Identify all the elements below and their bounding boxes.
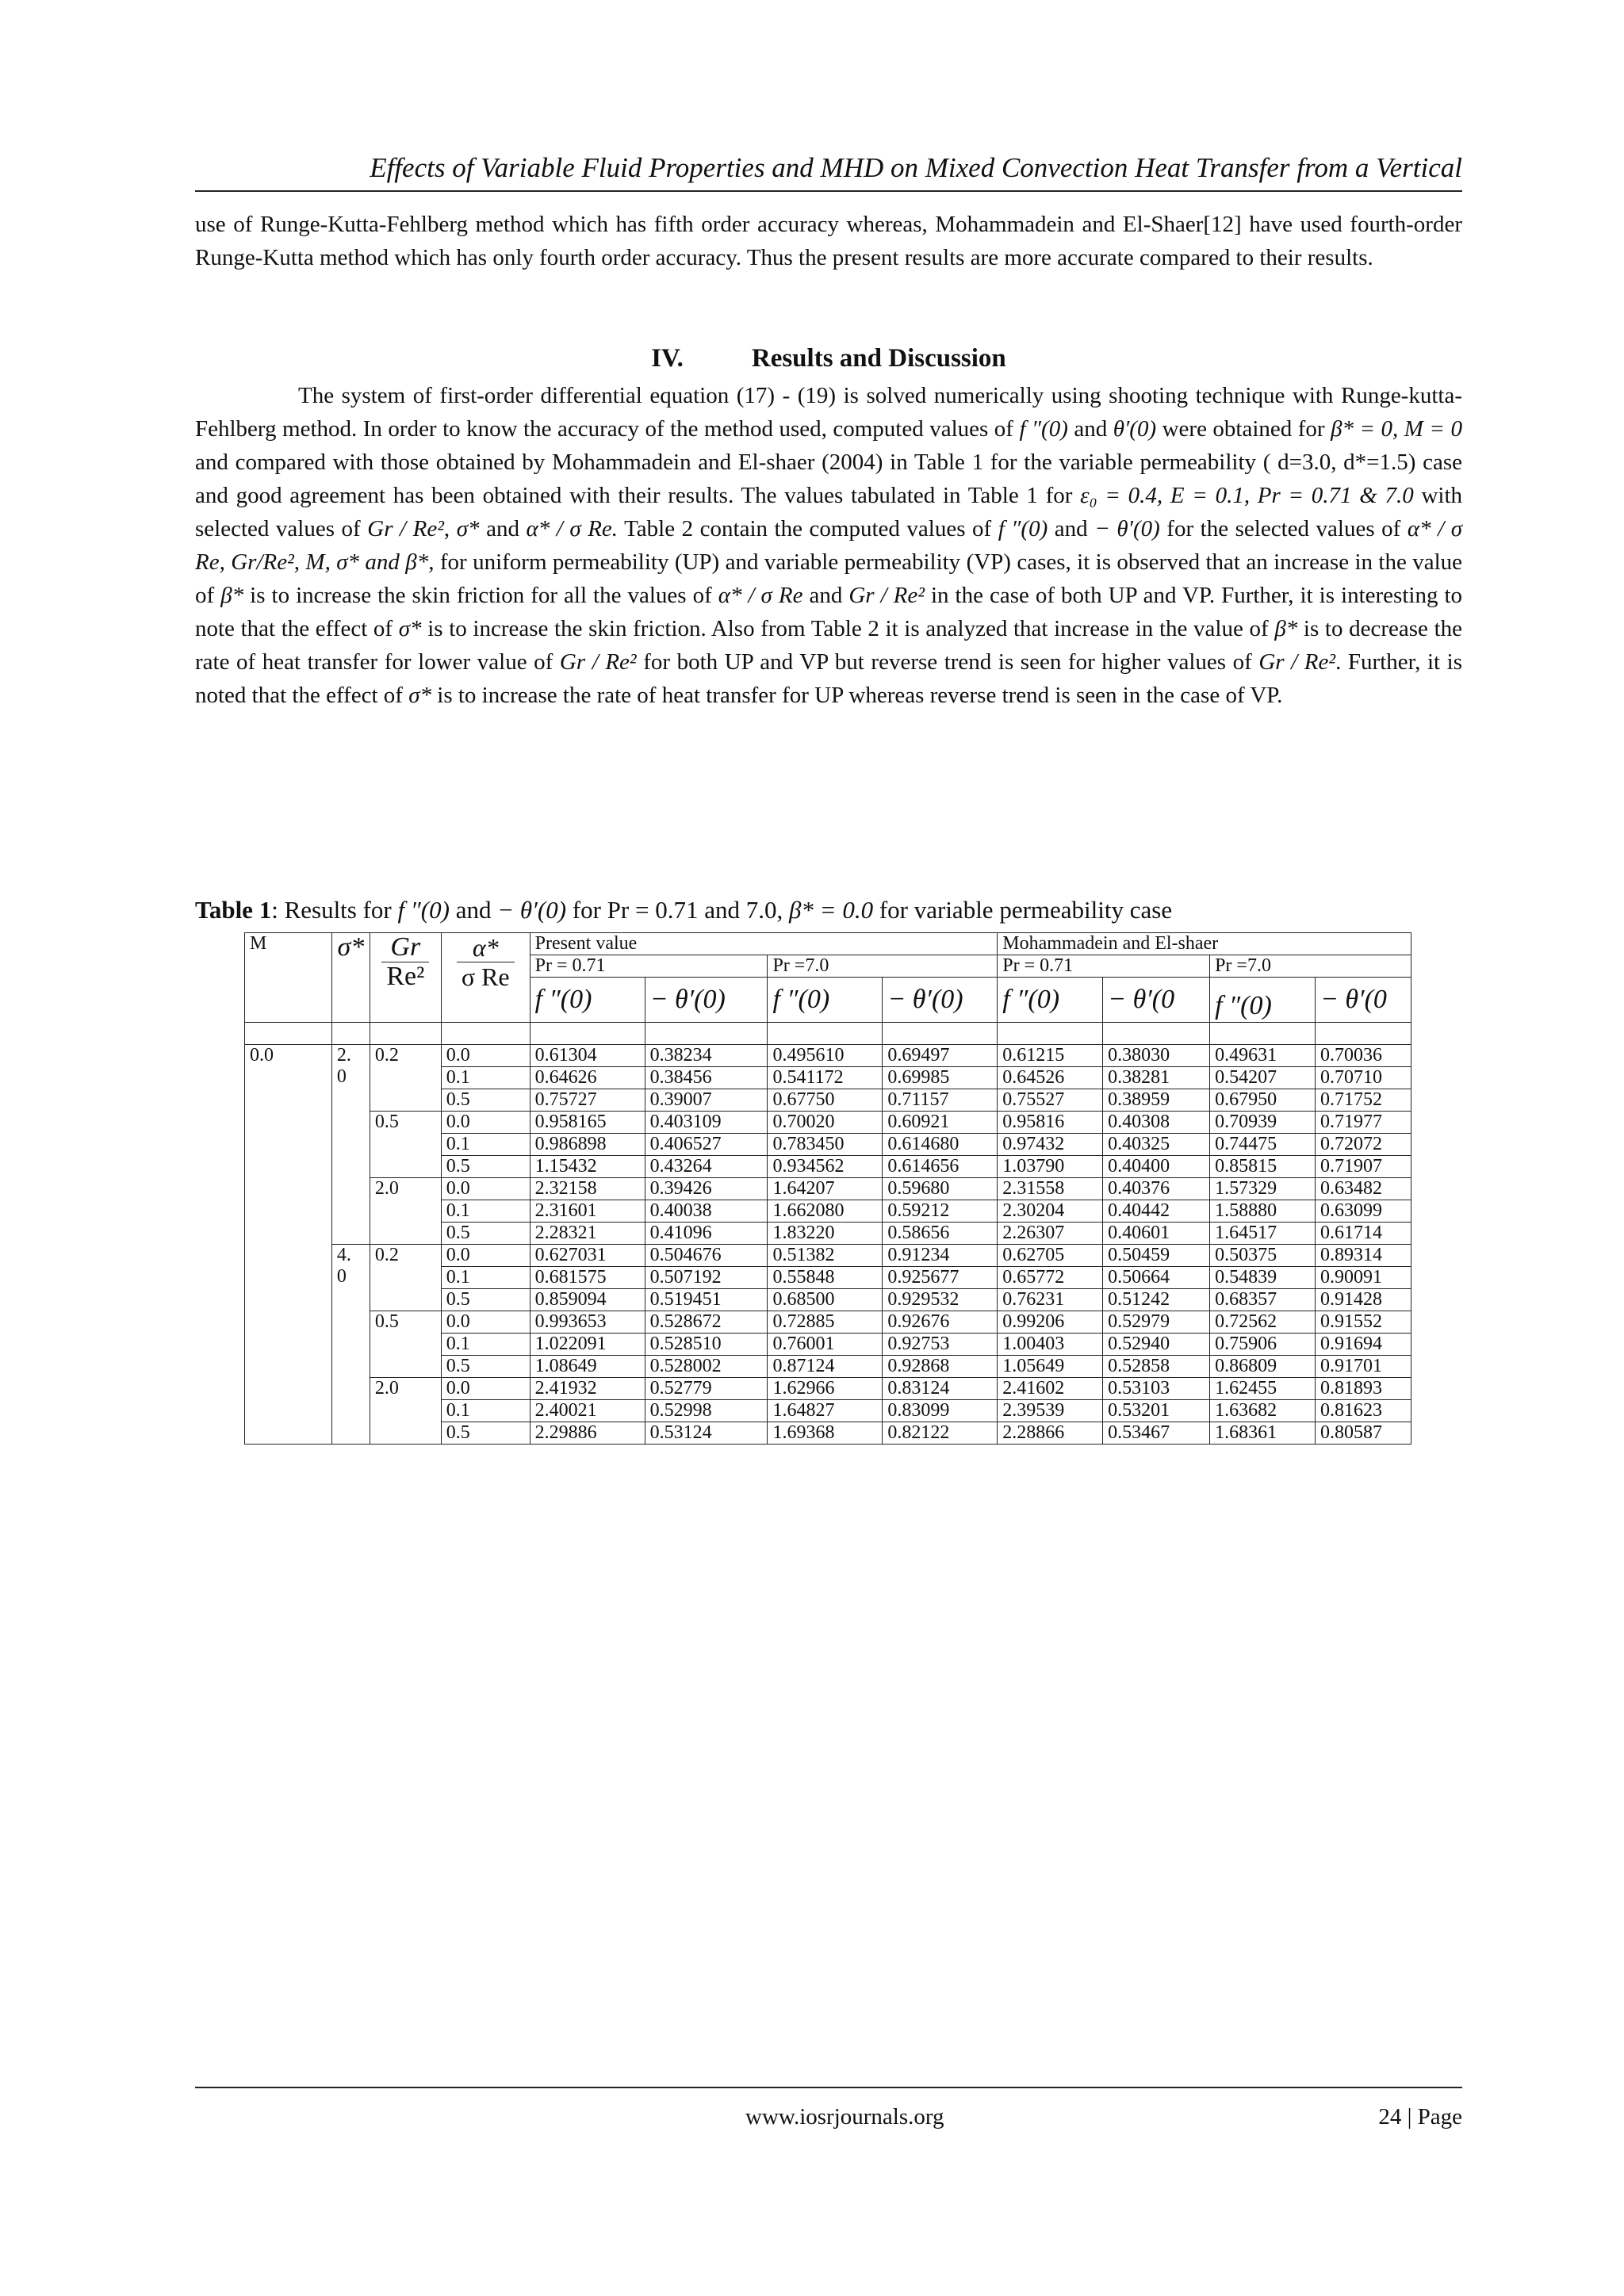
value-cell: 0.986898 (530, 1134, 645, 1156)
footer-rule (195, 2087, 1462, 2088)
value-cell: 0.53467 (1103, 1422, 1210, 1445)
value-cell: 0.49631 (1210, 1045, 1316, 1067)
alpha-cell: 0.1 (441, 1267, 530, 1289)
text-run: is to decrease the rate of heat transfer for lower value of (195, 616, 1463, 675)
value-cell: 0.91428 (1315, 1289, 1411, 1311)
math-gr-re2: Gr / Re² (367, 516, 444, 541)
value-cell: 1.15432 (530, 1156, 645, 1178)
value-cell: 0.40400 (1103, 1156, 1210, 1178)
section-title: Results and Discussion (751, 344, 1006, 373)
value-cell: 0.541172 (768, 1067, 883, 1089)
value-cell: 0.61215 (998, 1045, 1103, 1067)
text-run: for both UP and VP but reverse trend is seen for higher values of (643, 649, 1252, 675)
value-cell: 0.614680 (883, 1134, 998, 1156)
value-cell: 0.75527 (998, 1089, 1103, 1112)
value-cell: 0.85815 (1210, 1156, 1316, 1178)
value-cell: 1.57329 (1210, 1178, 1316, 1200)
math-beta-star: β* (1274, 616, 1298, 641)
spacer-cell (245, 1023, 332, 1045)
section-number: IV. (651, 344, 684, 373)
value-cell: 1.022091 (530, 1334, 645, 1356)
gr-cell: 2.0 (370, 1178, 441, 1245)
text-run: and (1054, 516, 1088, 541)
value-cell: 1.68361 (1210, 1422, 1316, 1445)
value-cell: 0.958165 (530, 1112, 645, 1134)
results-paragraph (195, 379, 1462, 712)
value-cell: 0.61714 (1315, 1223, 1411, 1245)
alpha-fraction (457, 933, 515, 991)
math-beta-zero: β* = 0.0 (788, 896, 874, 924)
col-alpha-header (441, 933, 530, 1023)
col-thp: − θ′(0) (645, 978, 768, 1023)
value-cell: 0.71157 (883, 1089, 998, 1112)
value-cell: 0.40308 (1103, 1112, 1210, 1134)
value-cell: 0.38959 (1103, 1089, 1210, 1112)
value-cell: 0.495610 (768, 1045, 883, 1067)
value-cell: 0.68357 (1210, 1289, 1316, 1311)
table-row (245, 1045, 1411, 1067)
sigma-value-part: 0 (336, 1266, 347, 1287)
spacer-cell (441, 1023, 530, 1045)
value-cell: 0.934562 (768, 1156, 883, 1178)
caption-text: : Results for (271, 896, 392, 924)
value-cell: 0.54839 (1210, 1267, 1316, 1289)
alpha-cell: 0.0 (441, 1112, 530, 1134)
sigma-value-part: 2. (336, 1045, 351, 1066)
gr-bot: Re² (386, 962, 425, 991)
value-cell: 0.43264 (645, 1156, 768, 1178)
value-cell: 1.62455 (1210, 1378, 1316, 1400)
value-cell: 0.72072 (1315, 1134, 1411, 1156)
value-cell: 0.80587 (1315, 1422, 1411, 1445)
math-sigma-star: σ* (398, 616, 422, 641)
value-cell: 0.40325 (1103, 1134, 1210, 1156)
table-caption (195, 894, 1462, 926)
value-cell: 0.72885 (768, 1311, 883, 1334)
alpha-bot: σ Re (461, 962, 510, 991)
spacer-cell (1315, 1023, 1411, 1045)
value-cell: 0.39007 (645, 1089, 768, 1112)
value-cell: 0.40038 (645, 1200, 768, 1223)
spacer-row (245, 1023, 1411, 1045)
m-cell: 0.0 (245, 1045, 332, 1445)
footer-url: www.iosrjournals.org (745, 2104, 944, 2130)
gr-cell: 0.2 (370, 1045, 441, 1112)
value-cell: 0.69985 (883, 1067, 998, 1089)
results-table (244, 932, 1411, 1445)
value-cell: 0.52779 (645, 1378, 768, 1400)
value-cell: 2.30204 (998, 1200, 1103, 1223)
value-cell: 0.53201 (1103, 1400, 1210, 1422)
section-heading (195, 342, 1462, 374)
value-cell: 0.76231 (998, 1289, 1103, 1311)
text-run: . Further, it is noted that the effect of (195, 649, 1462, 708)
text-run: is to increase the rate of heat transfer for UP whereas reverse trend is seen in the case of VP. (437, 683, 1283, 708)
math-fpp0: f ″(0) (1019, 416, 1068, 442)
text-run: and (809, 583, 843, 608)
value-cell: 1.64207 (768, 1178, 883, 1200)
value-cell: 0.76001 (768, 1334, 883, 1356)
value-cell: 0.53124 (645, 1422, 768, 1445)
value-cell: 1.64827 (768, 1400, 883, 1422)
value-cell: 0.52858 (1103, 1356, 1210, 1378)
value-cell: 0.859094 (530, 1289, 645, 1311)
value-cell: 0.81623 (1315, 1400, 1411, 1422)
sigma-value-part: 4. (336, 1245, 351, 1265)
spacer-cell (645, 1023, 768, 1045)
value-cell: 0.74475 (1210, 1134, 1316, 1156)
alpha-cell: 0.5 (441, 1223, 530, 1245)
value-cell: 0.67950 (1210, 1089, 1316, 1112)
value-cell: 0.70939 (1210, 1112, 1316, 1134)
value-cell: 0.60921 (883, 1112, 998, 1134)
gr-cell: 0.2 (370, 1245, 441, 1311)
value-cell: 0.91234 (883, 1245, 998, 1267)
text-run: is to increase the skin friction for all the values of (250, 583, 712, 608)
spacer-cell (998, 1023, 1103, 1045)
value-cell: 0.528672 (645, 1311, 768, 1334)
pr071-header: Pr = 0.71 (530, 955, 768, 978)
text-run: is to increase the skin friction. Also from Table 2 it is analyzed that increase in the value of (427, 616, 1269, 641)
math-fpp0: f ″(0) (998, 516, 1048, 541)
spacer-cell (530, 1023, 645, 1045)
col-fpp: f ″(0) (1210, 978, 1316, 1023)
table-body (245, 1045, 1411, 1445)
value-cell: 1.64517 (1210, 1223, 1316, 1245)
value-cell: 0.614656 (883, 1156, 998, 1178)
math-param-list: α* / σ Re, Gr/Re², M, σ* and β*, (195, 516, 1463, 575)
value-cell: 0.38030 (1103, 1045, 1210, 1067)
value-cell: 0.406527 (645, 1134, 768, 1156)
alpha-cell: 0.5 (441, 1422, 530, 1445)
results-text: The system of first-order differential equation (17) - (19) is solved numerically using shooting technique with Runge-kutta-Fehlberg method. In order to know the accuracy of the method used, computed values of f ″(0) and θ′(0) were obtained for β* = 0, M = 0 and compared with those obtained by Mohammadein and El-shaer (2004) in Table 1 for the variable permeability ( d=3.0, d*=1.5) case and good agreement has been obtained with their results. The values tabulated in Table 1 for ε₀ = 0.4, E = 0.1, Pr = 0.71 & 7.0 with selected values of Gr / Re², σ* and α* / σ Re. Table 2 contain the computed values of f ″(0) and − θ′(0) for the selected values of α* / σ Re, Gr/Re², M, σ* and β*, for uniform permeability (UP) and variable permeability (VP) cases, it is observed that an increase in the value of β* is to increase the skin friction for all the values of α* / σ Re and Gr / Re² in the case of both UP and VP. Further, it is interesting to note that the effect of σ* is to increase the skin friction. Also from Table 2 it is analyzed that increase in the value of β* is to decrease the rate of heat transfer for lower value of Gr / Re² for both UP and VP but reverse trend is seen for higher values of Gr / Re². Further, it is noted that the effect of σ* is to increase the rate of heat transfer for UP whereas reverse trend is seen in the case of VP. (195, 383, 1463, 708)
math-sigma-star: σ* (408, 683, 432, 708)
value-cell: 0.50664 (1103, 1267, 1210, 1289)
value-cell: 0.65772 (998, 1267, 1103, 1289)
value-cell: 0.91694 (1315, 1334, 1411, 1356)
value-cell: 0.929532 (883, 1289, 998, 1311)
value-cell: 0.97432 (998, 1134, 1103, 1156)
pr071-header-ref: Pr = 0.71 (998, 955, 1210, 978)
value-cell: 0.40601 (1103, 1223, 1210, 1245)
value-cell: 0.51382 (768, 1245, 883, 1267)
alpha-cell: 0.5 (441, 1089, 530, 1112)
value-cell: 0.528002 (645, 1356, 768, 1378)
value-cell: 0.55848 (768, 1267, 883, 1289)
alpha-cell: 0.0 (441, 1245, 530, 1267)
value-cell: 2.41602 (998, 1378, 1103, 1400)
value-cell: 2.28866 (998, 1422, 1103, 1445)
col-m-header: M (245, 933, 332, 1023)
value-cell: 0.783450 (768, 1134, 883, 1156)
gr-cell: 0.5 (370, 1311, 441, 1378)
value-cell: 0.70710 (1315, 1067, 1411, 1089)
value-cell: 2.32158 (530, 1178, 645, 1200)
intro-text: use of Runge-Kutta-Fehlberg method which has fifth order accuracy whereas, Mohammadein and El-Shaer[12] have used fourth-order Runge-Kutta method which has only fourth order accuracy. Thus the present results are more accurate compared to their results. (195, 212, 1462, 270)
value-cell: 0.681575 (530, 1267, 645, 1289)
value-cell: 0.403109 (645, 1112, 768, 1134)
value-cell: 0.50459 (1103, 1245, 1210, 1267)
math-fpp0: f ″(0) (397, 896, 450, 924)
value-cell: 0.91552 (1315, 1311, 1411, 1334)
value-cell: 0.39426 (645, 1178, 768, 1200)
header-row-1 (245, 933, 1411, 955)
math-thp0: θ′(0) (1113, 416, 1157, 442)
header-rule (195, 190, 1462, 192)
value-cell: 0.86809 (1210, 1356, 1316, 1378)
col-thp: − θ′(0 (1315, 978, 1411, 1023)
text-run: and (1074, 416, 1108, 442)
value-cell: 0.90091 (1315, 1267, 1411, 1289)
spacer-cell (331, 1023, 370, 1045)
alpha-cell: 0.1 (441, 1334, 530, 1356)
table-row (245, 1245, 1411, 1267)
text-run: Table 2 contain the computed values of (624, 516, 992, 541)
value-cell: 0.95816 (998, 1112, 1103, 1134)
table-row (245, 1112, 1411, 1134)
value-cell: 0.53103 (1103, 1378, 1210, 1400)
value-cell: 0.59212 (883, 1200, 998, 1223)
value-cell: 1.03790 (998, 1156, 1103, 1178)
pr7-header-ref: Pr =7.0 (1210, 955, 1411, 978)
value-cell: 1.05649 (998, 1356, 1103, 1378)
value-cell: 0.925677 (883, 1267, 998, 1289)
value-cell: 0.83124 (883, 1378, 998, 1400)
alpha-cell: 0.0 (441, 1378, 530, 1400)
alpha-cell: 0.1 (441, 1134, 530, 1156)
value-cell: 0.71907 (1315, 1156, 1411, 1178)
gr-cell: 0.5 (370, 1112, 441, 1178)
value-cell: 0.51242 (1103, 1289, 1210, 1311)
value-cell: 0.504676 (645, 1245, 768, 1267)
spacer-cell (883, 1023, 998, 1045)
gr-cell: 2.0 (370, 1378, 441, 1445)
value-cell: 0.38234 (645, 1045, 768, 1067)
value-cell: 0.75727 (530, 1089, 645, 1112)
alpha-cell: 0.0 (441, 1178, 530, 1200)
value-cell: 0.71977 (1315, 1112, 1411, 1134)
value-cell: 0.64626 (530, 1067, 645, 1089)
value-cell: 0.83099 (883, 1400, 998, 1422)
value-cell: 0.71752 (1315, 1089, 1411, 1112)
value-cell: 0.63482 (1315, 1178, 1411, 1200)
value-cell: 0.92753 (883, 1334, 998, 1356)
pr7-header: Pr =7.0 (768, 955, 998, 978)
math-params: ε₀ = 0.4, E = 0.1, Pr = 0.71 & 7.0 (1080, 483, 1414, 508)
value-cell: 1.662080 (768, 1200, 883, 1223)
col-thp: − θ′(0) (883, 978, 998, 1023)
value-cell: 0.993653 (530, 1311, 645, 1334)
math-gr-re2: Gr / Re² (848, 583, 925, 608)
value-cell: 0.92868 (883, 1356, 998, 1378)
value-cell: 0.68500 (768, 1289, 883, 1311)
math-beta-m: β* = 0, M = 0 (1331, 416, 1462, 442)
spacer-cell (768, 1023, 883, 1045)
value-cell: 0.69497 (883, 1045, 998, 1067)
value-cell: 0.91701 (1315, 1356, 1411, 1378)
present-value-header: Present value (530, 933, 998, 955)
alpha-top: α* (457, 933, 515, 962)
math-neg-thp0: − θ′(0) (497, 896, 567, 924)
table-row (245, 1311, 1411, 1334)
text-run: and (486, 516, 519, 541)
value-cell: 0.82122 (883, 1422, 998, 1445)
value-cell: 1.62966 (768, 1378, 883, 1400)
value-cell: 0.75906 (1210, 1334, 1316, 1356)
alpha-cell: 0.1 (441, 1067, 530, 1089)
value-cell: 1.69368 (768, 1422, 883, 1445)
value-cell: 0.507192 (645, 1267, 768, 1289)
spacer-cell (370, 1023, 441, 1045)
value-cell: 0.41096 (645, 1223, 768, 1245)
value-cell: 0.81893 (1315, 1378, 1411, 1400)
spacer-cell (1103, 1023, 1210, 1045)
value-cell: 1.08649 (530, 1356, 645, 1378)
value-cell: 0.72562 (1210, 1311, 1316, 1334)
value-cell: 0.70020 (768, 1112, 883, 1134)
value-cell: 0.87124 (768, 1356, 883, 1378)
alpha-cell: 0.5 (441, 1289, 530, 1311)
math-sigma-star: σ* (456, 516, 480, 541)
value-cell: 0.62705 (998, 1245, 1103, 1267)
value-cell: 0.519451 (645, 1289, 768, 1311)
value-cell: 2.29886 (530, 1422, 645, 1445)
value-cell: 0.63099 (1315, 1200, 1411, 1223)
intro-paragraph (195, 208, 1462, 274)
alpha-cell: 0.5 (441, 1356, 530, 1378)
value-cell: 0.99206 (998, 1311, 1103, 1334)
table-row (245, 1178, 1411, 1200)
value-cell: 0.89314 (1315, 1245, 1411, 1267)
table-row (245, 1378, 1411, 1400)
col-fpp: f ″(0) (530, 978, 645, 1023)
text-run: The system of first-order differential equation (17) - (19) is solved numerically using shooting technique with Runge-kutta-Fehlberg method. In order to know the accuracy of the method used, computed values of (195, 383, 1462, 442)
footer-page-number: 24 | Page (1378, 2104, 1462, 2130)
math-neg-thp0: − θ′(0) (1094, 516, 1160, 541)
running-header: Effects of Variable Fluid Properties and MHD on Mixed Convection Heat Transfer from a Vertical (370, 152, 1462, 183)
value-cell: 2.40021 (530, 1400, 645, 1422)
alpha-cell: 0.0 (441, 1045, 530, 1067)
value-cell: 0.40442 (1103, 1200, 1210, 1223)
caption-text: for Pr = 0.71 and 7.0, (572, 896, 783, 924)
col-thp: − θ′(0 (1103, 978, 1210, 1023)
value-cell: 0.50375 (1210, 1245, 1316, 1267)
alpha-cell: 0.0 (441, 1311, 530, 1334)
value-cell: 0.70036 (1315, 1045, 1411, 1067)
value-cell: 2.31601 (530, 1200, 645, 1223)
value-cell: 2.28321 (530, 1223, 645, 1245)
mohammadein-header: Mohammadein and El-shaer (998, 933, 1411, 955)
text-run: for uniform permeability (UP) and variable permeability (VP) cases, it is observed that an increase in the value of (195, 549, 1462, 608)
alpha-cell: 0.1 (441, 1400, 530, 1422)
sigma-cell (331, 1045, 370, 1245)
value-cell: 1.58880 (1210, 1200, 1316, 1223)
value-cell: 0.528510 (645, 1334, 768, 1356)
value-cell: 0.61304 (530, 1045, 645, 1067)
caption-text: for variable permeability case (879, 896, 1173, 924)
spacer-cell (1210, 1023, 1316, 1045)
value-cell: 0.52979 (1103, 1311, 1210, 1334)
col-fpp: f ″(0) (768, 978, 883, 1023)
value-cell: 0.52940 (1103, 1334, 1210, 1356)
value-cell: 2.41932 (530, 1378, 645, 1400)
gr-top: Gr (381, 933, 429, 962)
value-cell: 0.67750 (768, 1089, 883, 1112)
text-run: with selected values of (195, 483, 1463, 541)
math-gr-re2: Gr / Re² (1258, 649, 1336, 675)
value-cell: 0.92676 (883, 1311, 998, 1334)
alpha-cell: 0.1 (441, 1200, 530, 1223)
math-alpha-over: α* / σ Re (718, 583, 803, 608)
value-cell: 0.59680 (883, 1178, 998, 1200)
value-cell: 1.83220 (768, 1223, 883, 1245)
math-beta-star: β* (220, 583, 244, 608)
value-cell: 0.58656 (883, 1223, 998, 1245)
table-label: Table 1 (195, 896, 272, 924)
value-cell: 0.627031 (530, 1245, 645, 1267)
value-cell: 0.54207 (1210, 1067, 1316, 1089)
value-cell: 0.52998 (645, 1400, 768, 1422)
math-alpha-over: α* / σ Re. (526, 516, 619, 541)
value-cell: 1.00403 (998, 1334, 1103, 1356)
value-cell: 0.40376 (1103, 1178, 1210, 1200)
alpha-cell: 0.5 (441, 1156, 530, 1178)
value-cell: 2.39539 (998, 1400, 1103, 1422)
value-cell: 1.63682 (1210, 1400, 1316, 1422)
value-cell: 2.31558 (998, 1178, 1103, 1200)
text-run: in the case of both UP and VP. Further, it is interesting to note that the effect of (195, 583, 1463, 641)
col-gr-header (370, 933, 441, 1023)
value-cell: 0.38281 (1103, 1067, 1210, 1089)
math-gr-re2: Gr / Re² (559, 649, 637, 675)
col-fpp: f ″(0) (998, 978, 1103, 1023)
gr-fraction (381, 933, 429, 991)
col-sigma-header: σ* (331, 933, 370, 1023)
text-run: for the selected values of (1166, 516, 1401, 541)
sigma-cell (331, 1245, 370, 1445)
value-cell: 0.64526 (998, 1067, 1103, 1089)
text-run: and compared with those obtained by Mohammadein and El-shaer (2004) in Table 1 for the variable permeability ( d=3.0, d*=1.5) case and good agreement has been obtained with their results. The values tabulated in Table 1 for (195, 450, 1462, 508)
caption-text: and (455, 896, 492, 924)
text-run: were obtained for (1162, 416, 1325, 442)
value-cell: 0.38456 (645, 1067, 768, 1089)
sigma-value-part: 0 (336, 1066, 347, 1087)
value-cell: 2.26307 (998, 1223, 1103, 1245)
